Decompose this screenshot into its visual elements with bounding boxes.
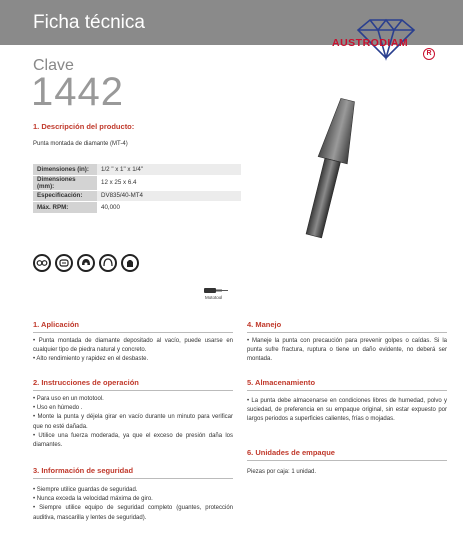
- divider: [247, 460, 447, 461]
- descripcion-text: Punta montada de diamante (MT-4): [33, 141, 128, 147]
- divider: [247, 332, 447, 333]
- divider: [33, 390, 233, 391]
- spec-row: [33, 190, 241, 202]
- section-title-aplicacion: 1. Aplicación: [33, 320, 79, 329]
- empaque-text: Piezas por caja: 1 unidad.: [247, 469, 317, 475]
- list-item: • Siempre utilice guardas de seguridad.: [33, 487, 138, 493]
- list-item: • Monte la punta y déjela girar en vacío durante un minuto para verificar que no esté dañada.: [33, 414, 233, 430]
- spec-key: Dimensiones (mm):: [33, 175, 97, 190]
- spec-key: Máx. RPM:: [33, 202, 97, 214]
- spec-row: [33, 175, 241, 190]
- mounted-point-image: [276, 92, 386, 242]
- list-item: • Uso en húmedo .: [33, 405, 83, 412]
- section-title-descripcion: 1. Descripción del producto:: [33, 122, 135, 131]
- list-item: • Alto rendimiento y rapidez en el desbaste.: [33, 356, 149, 363]
- clave-label: Clave: [33, 57, 74, 74]
- instrucciones-text: [33, 395, 233, 450]
- list-item: • Punta montada de diamante depositado al vacío, puede usarse en cualquier tipo de piedra natural y concreto.: [33, 338, 233, 354]
- list-item: • La punta debe almacenarse en condiciones libres de humedad, polvo y suciedad, de preferencia en su empaque original, sin estar expuesto por largos periodos a superficies calientes, frías o mojadas.: [247, 398, 447, 423]
- spec-key: Especificación:: [33, 190, 97, 202]
- spec-row: [33, 202, 241, 214]
- mask-icon: [55, 254, 73, 272]
- list-item: • Siempre utilice equipo de seguridad completo (guantes, protección auditiva, mascarilla y lentes de seguridad).: [33, 505, 233, 521]
- brand-logo-text: AUSTRODIAM: [332, 37, 409, 49]
- ear-protection-icon: [99, 254, 117, 272]
- mototool-label: Mototool: [205, 295, 223, 300]
- section-title-almacenamiento: 5. Almacenamiento: [247, 378, 316, 387]
- page-title: Ficha técnica: [33, 12, 145, 33]
- safety-icons: [33, 254, 139, 272]
- aplicacion-text: [33, 337, 233, 365]
- registered-mark: R: [423, 48, 435, 60]
- list-item: • Para uso en un mototool.: [33, 396, 104, 402]
- list-item: • Nunca exceda la velocidad máxima de giro.: [33, 496, 153, 503]
- seguridad-text: [33, 486, 233, 523]
- helmet-icon: [77, 254, 95, 272]
- spec-value: 1/2 " x 1" x 1/4": [97, 164, 241, 175]
- section-title-manejo: 4. Manejo: [247, 320, 282, 329]
- clave-number: 1442: [31, 70, 124, 114]
- spec-value: DV835/40-MT4: [97, 190, 241, 202]
- list-item: • Utilice una fuerza moderada, ya que el exceso de presión daña los diamantes.: [33, 432, 233, 449]
- spec-value: 12 x 25 x 6.4: [97, 175, 241, 190]
- section-title-instrucciones: 2. Instrucciones de operación: [33, 378, 139, 387]
- divider: [33, 332, 233, 333]
- spec-table: [33, 164, 241, 214]
- section-title-seguridad: 3. Información de seguridad: [33, 466, 134, 475]
- manejo-text: [247, 337, 447, 365]
- section-title-empaque: 6. Unidades de empaque: [247, 448, 335, 457]
- list-item: • Maneje la punta con precaución para prevenir golpes o caídas. Si la punta sufre fractura, ruptura o tiene un daño evidente, no deberá ser montada.: [247, 338, 447, 363]
- goggles-icon: [33, 254, 51, 272]
- spec-row: [33, 164, 241, 175]
- gloves-icon: [121, 254, 139, 272]
- spec-value: 40,000: [97, 202, 241, 214]
- divider: [33, 478, 233, 479]
- almacenamiento-text: [247, 397, 447, 425]
- divider: [247, 390, 447, 391]
- spec-key: Dimensiones (in):: [33, 164, 97, 175]
